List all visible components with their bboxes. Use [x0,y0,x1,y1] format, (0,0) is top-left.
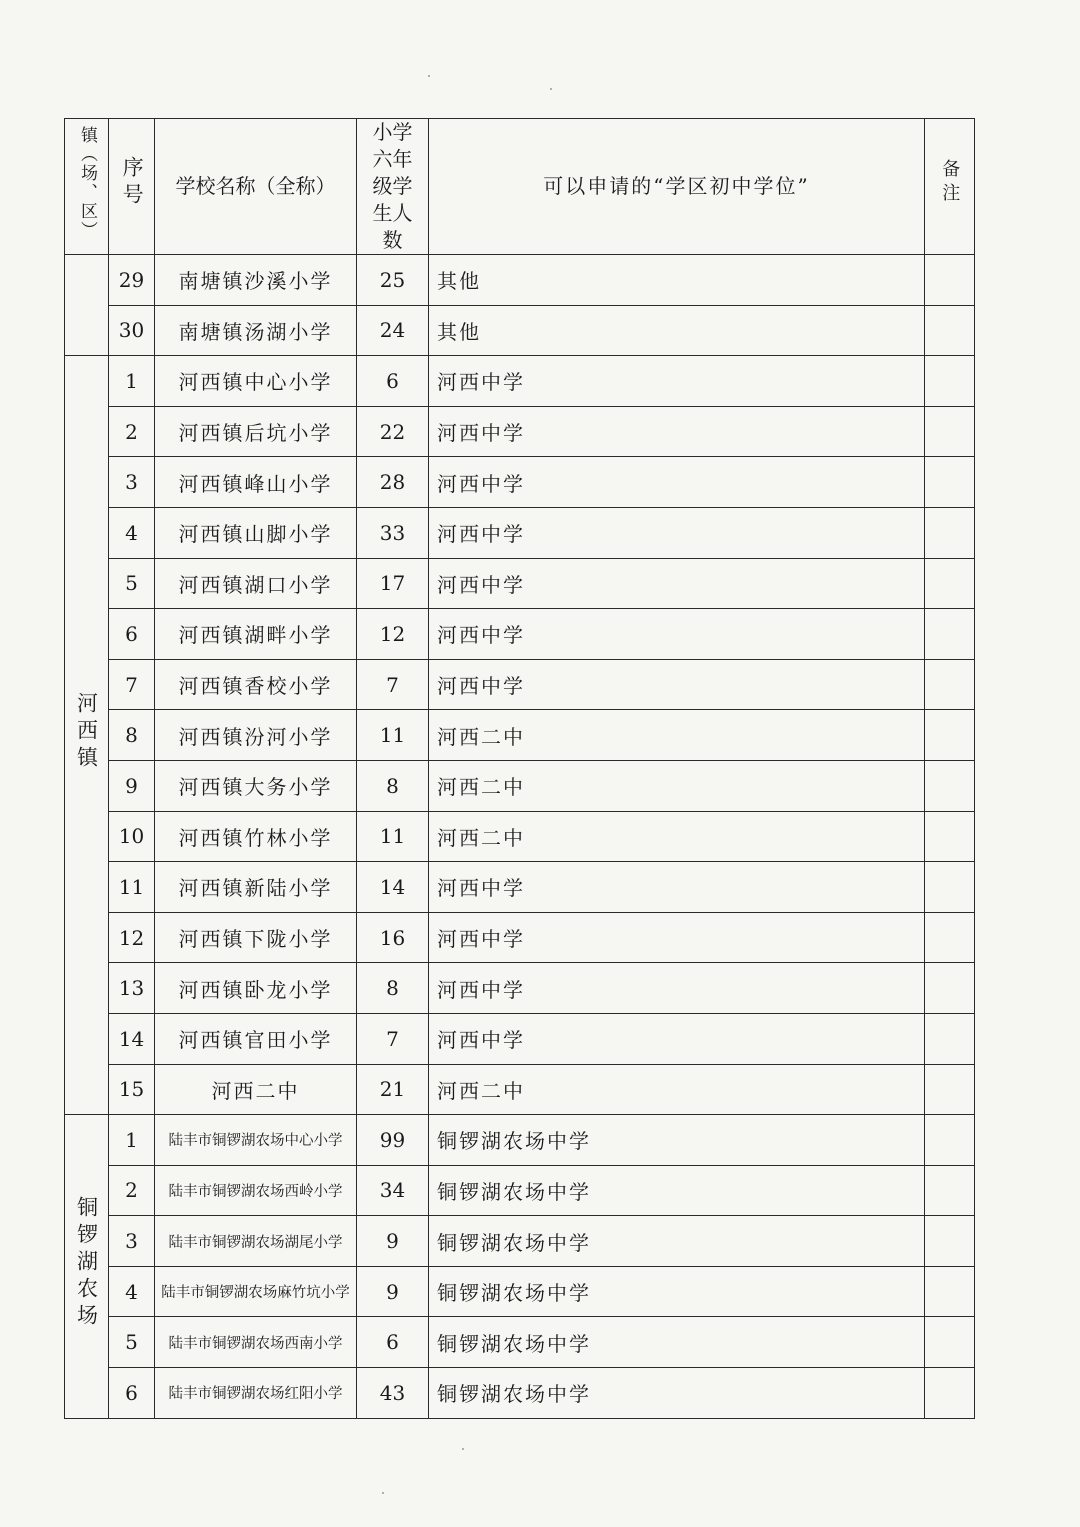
student-count-cell: 28 [357,457,429,508]
note-cell [925,1368,975,1419]
table-row [65,1165,975,1216]
header-note: 备注 [925,119,975,255]
student-count-cell: 7 [357,1013,429,1064]
table-row [65,305,975,356]
school-name-cell: 河西二中 [155,1064,357,1115]
note-cell [925,457,975,508]
table-body [65,255,975,1419]
seq-cell: 2 [109,1165,155,1216]
seq-cell: 30 [109,305,155,356]
middle-school-cell: 河西中学 [429,659,925,710]
middle-school-cell: 河西二中 [429,811,925,862]
table-row [65,558,975,609]
student-count-cell: 33 [357,507,429,558]
town-cell [65,356,109,1115]
note-cell [925,305,975,356]
scan-mark [382,1492,384,1494]
table-row [65,1266,975,1317]
seq-cell: 15 [109,1064,155,1115]
student-count-cell: 6 [357,356,429,407]
seq-cell: 2 [109,406,155,457]
middle-school-cell: 铜锣湖农场中学 [429,1216,925,1267]
seq-cell: 29 [109,255,155,306]
scan-mark [462,1448,464,1450]
student-count-cell: 99 [357,1115,429,1166]
table-row [65,912,975,963]
middle-school-cell: 河西二中 [429,710,925,761]
middle-school-cell: 河西中学 [429,862,925,913]
table-row [65,659,975,710]
scan-mark [550,88,552,90]
school-name-cell: 陆丰市铜锣湖农场麻竹坑小学 [155,1266,357,1317]
note-cell [925,1115,975,1166]
table-row [65,862,975,913]
note-cell [925,760,975,811]
student-count-cell: 11 [357,811,429,862]
note-cell [925,710,975,761]
school-name-cell: 河西镇湖畔小学 [155,609,357,660]
student-count-cell: 21 [357,1064,429,1115]
student-count-cell: 22 [357,406,429,457]
middle-school-cell: 铜锣湖农场中学 [429,1368,925,1419]
student-count-cell: 8 [357,963,429,1014]
middle-school-cell: 河西中学 [429,406,925,457]
table-row [65,1013,975,1064]
seq-cell: 3 [109,1216,155,1267]
school-name-cell: 陆丰市铜锣湖农场湖尾小学 [155,1216,357,1267]
note-cell [925,1266,975,1317]
student-count-cell: 34 [357,1165,429,1216]
table-row [65,811,975,862]
school-name-cell: 河西镇后坑小学 [155,406,357,457]
student-count-cell: 9 [357,1266,429,1317]
middle-school-cell: 河西中学 [429,912,925,963]
student-count-cell: 11 [357,710,429,761]
school-name-cell: 南塘镇沙溪小学 [155,255,357,306]
seq-cell: 13 [109,963,155,1014]
note-cell [925,811,975,862]
town-label: 河西镇 [74,692,99,774]
seq-cell: 7 [109,659,155,710]
table-row [65,609,975,660]
middle-school-cell: 河西中学 [429,1013,925,1064]
middle-school-cell: 河西中学 [429,457,925,508]
table-header-row [65,119,975,255]
note-cell [925,912,975,963]
student-count-cell: 14 [357,862,429,913]
seq-cell: 6 [109,1368,155,1419]
student-count-cell: 8 [357,760,429,811]
school-name-cell: 河西镇中心小学 [155,356,357,407]
school-name-cell: 河西镇新陆小学 [155,862,357,913]
school-name-cell: 陆丰市铜锣湖农场西岭小学 [155,1165,357,1216]
header-middle: 可以申请的“学区初中学位” [429,119,925,255]
student-count-cell: 7 [357,659,429,710]
table-row [65,1216,975,1267]
school-name-cell: 河西镇官田小学 [155,1013,357,1064]
student-count-cell: 17 [357,558,429,609]
seq-cell: 14 [109,1013,155,1064]
table-row [65,760,975,811]
middle-school-cell: 铜锣湖农场中学 [429,1165,925,1216]
note-cell [925,609,975,660]
school-name-cell: 河西镇山脚小学 [155,507,357,558]
seq-cell: 6 [109,609,155,660]
school-name-cell: 陆丰市铜锣湖农场中心小学 [155,1115,357,1166]
seq-cell: 1 [109,356,155,407]
middle-school-cell: 河西中学 [429,963,925,1014]
middle-school-cell: 铜锣湖农场中学 [429,1266,925,1317]
table-row [65,255,975,306]
table-row [65,963,975,1014]
school-name-cell: 河西镇峰山小学 [155,457,357,508]
middle-school-cell: 河西中学 [429,558,925,609]
school-name-cell: 河西镇汾河小学 [155,710,357,761]
school-name-cell: 河西镇卧龙小学 [155,963,357,1014]
seq-cell: 1 [109,1115,155,1166]
school-name-cell: 陆丰市铜锣湖农场红阳小学 [155,1368,357,1419]
middle-school-cell: 其他 [429,255,925,306]
school-name-cell: 南塘镇汤湖小学 [155,305,357,356]
school-name-cell: 河西镇香校小学 [155,659,357,710]
note-cell [925,406,975,457]
note-cell [925,507,975,558]
middle-school-cell: 河西中学 [429,356,925,407]
header-town: 镇（场、区） [65,119,109,255]
seq-cell: 5 [109,1317,155,1368]
table-row [65,1368,975,1419]
note-cell [925,1013,975,1064]
middle-school-cell: 铜锣湖农场中学 [429,1115,925,1166]
note-cell [925,356,975,407]
note-cell [925,1165,975,1216]
table-row [65,710,975,761]
seq-cell: 4 [109,1266,155,1317]
note-cell [925,963,975,1014]
student-count-cell: 43 [357,1368,429,1419]
table-row [65,1317,975,1368]
note-cell [925,255,975,306]
student-count-cell: 9 [357,1216,429,1267]
table-row [65,406,975,457]
note-cell [925,1317,975,1368]
student-count-cell: 25 [357,255,429,306]
table-row [65,356,975,407]
note-cell [925,862,975,913]
student-count-cell: 12 [357,609,429,660]
table-row [65,457,975,508]
seq-cell: 4 [109,507,155,558]
middle-school-cell: 河西中学 [429,507,925,558]
seq-cell: 5 [109,558,155,609]
note-cell [925,659,975,710]
seq-cell: 9 [109,760,155,811]
note-cell [925,1216,975,1267]
seq-cell: 8 [109,710,155,761]
note-cell [925,1064,975,1115]
table-row [65,1064,975,1115]
note-cell [925,558,975,609]
town-cell [65,1115,109,1419]
header-seq: 序号 [109,119,155,255]
seq-cell: 11 [109,862,155,913]
student-count-cell: 24 [357,305,429,356]
header-count: 小学六年级学生人数 [357,119,429,255]
middle-school-cell: 河西中学 [429,609,925,660]
town-cell [65,255,109,356]
school-name-cell: 河西镇湖口小学 [155,558,357,609]
school-name-cell: 河西镇大务小学 [155,760,357,811]
middle-school-cell: 铜锣湖农场中学 [429,1317,925,1368]
town-label: 铜锣湖农场 [74,1196,99,1332]
student-count-cell: 6 [357,1317,429,1368]
table-row [65,507,975,558]
middle-school-cell: 河西二中 [429,760,925,811]
school-name-cell: 陆丰市铜锣湖农场西南小学 [155,1317,357,1368]
school-table [64,118,975,1419]
seq-cell: 10 [109,811,155,862]
student-count-cell: 16 [357,912,429,963]
middle-school-cell: 其他 [429,305,925,356]
header-name: 学校名称（全称） [155,119,357,255]
school-name-cell: 河西镇竹林小学 [155,811,357,862]
middle-school-cell: 河西二中 [429,1064,925,1115]
scan-mark [428,75,430,77]
seq-cell: 3 [109,457,155,508]
table-row [65,1115,975,1166]
school-name-cell: 河西镇下陇小学 [155,912,357,963]
seq-cell: 12 [109,912,155,963]
